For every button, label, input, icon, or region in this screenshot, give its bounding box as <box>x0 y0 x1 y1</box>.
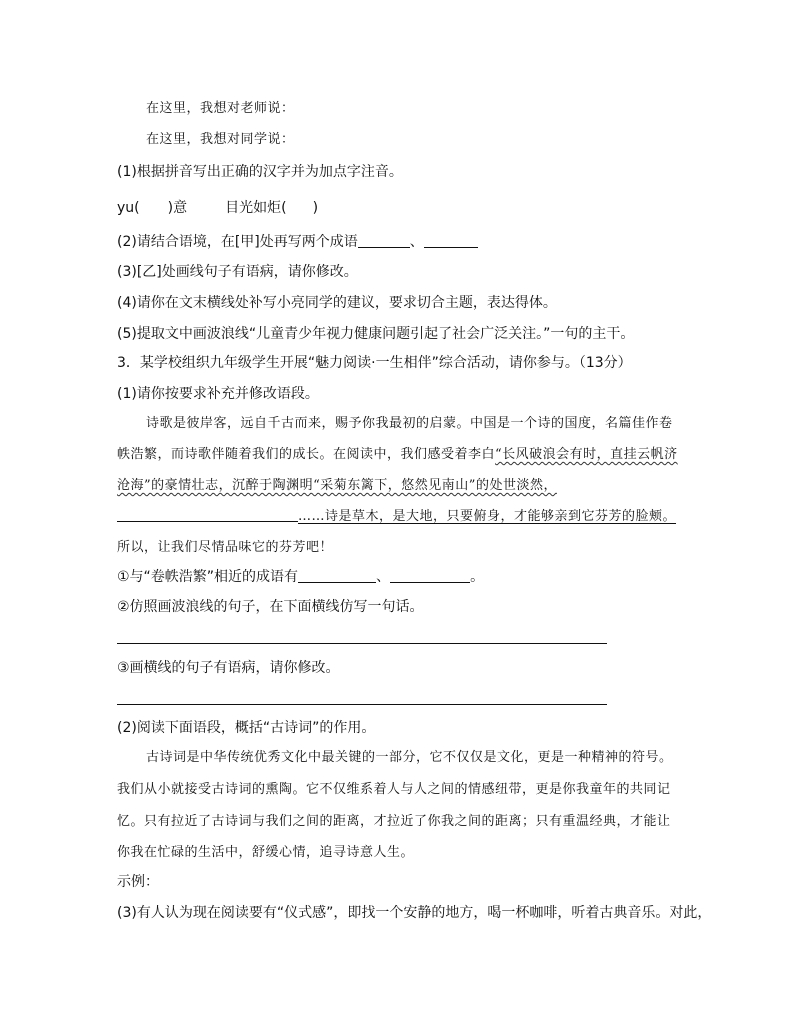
paren-close: ) <box>167 200 174 216</box>
q3-sub3: (3)有人认为现在阅读要有“仪式感”，即找一个安静的地方，喝一杯咖啡，听着古典音乐。对此， <box>117 905 712 921</box>
passage-line-3 <box>117 476 557 496</box>
synonym-blank-2[interactable] <box>390 568 470 583</box>
passage-line-4 <box>117 507 676 527</box>
period: 。 <box>470 569 485 585</box>
q2-part1: (1)根据拼音写出正确的汉字并为加点字注音。 <box>117 164 403 180</box>
idiom-blank-2[interactable] <box>424 233 478 248</box>
char-yi: 意 <box>173 200 188 216</box>
pinyin-yu: yu( <box>117 200 140 216</box>
underlined-sentence: ……诗是草木，是大地，只要俯身，才能够亲到它芬芳的脸颊。 <box>298 509 677 524</box>
item-1 <box>117 567 484 587</box>
passage-line-1: 诗歌是彼岸客，远自千古而来，赐予你我最初的启蒙。中国是一个诗的国度，名篇佳作卷 <box>146 416 673 431</box>
passage2-line-1: 古诗词是中华传统优秀文化中最关键的一部分，它不仅仅是文化，更是一种精神的符号。 <box>146 750 673 765</box>
teacher-line: 在这里，我想对老师说： <box>146 101 295 116</box>
muguang-ruju: 目光如炬( <box>225 200 287 216</box>
answer-line-2[interactable] <box>117 704 607 705</box>
wavy-quote-start: “长风破浪会有时，直挂云帆济 <box>495 447 678 462</box>
paren-close-2: ) <box>312 200 319 216</box>
passage-line-5: 所以，让我们尽情品味它的芬芳吧！ <box>117 540 334 555</box>
q2-part2-text: (2)请结合语境，在[甲]处再写两个成语 <box>117 234 358 250</box>
synonym-blank-1[interactable] <box>298 568 376 583</box>
answer-line-1[interactable] <box>117 643 607 644</box>
q3-sub2: (2)阅读下面语段，概括“古诗词”的作用。 <box>117 720 376 736</box>
item-3: ③画横线的句子有语病，请你修改。 <box>117 660 340 676</box>
idiom-blank-1[interactable] <box>358 233 410 248</box>
passage-line-2-text: 帙浩繁，而诗歌伴随着我们的成长。在阅读中，我们感受着李白 <box>117 447 496 462</box>
q3-heading: 3．某学校组织九年级学生开展“魅力阅读·一生相伴”综合活动，请你参与。（13分） <box>117 355 632 371</box>
q2-part5: (5)提取文中画波浪线“儿童青少年视力健康问题引起了社会广泛关注。”一句的主干。 <box>117 326 635 342</box>
item-2: ②仿照画波浪线的句子，在下面横线仿写一句话。 <box>117 599 424 615</box>
q2-part4: (4)请你在文末横线处补写小亮同学的建议，要求切合主题，表达得体。 <box>117 295 557 311</box>
item-1-text: ①与“卷帙浩繁”相近的成语有 <box>117 569 299 585</box>
imitation-blank[interactable] <box>117 507 298 522</box>
separator: 、 <box>376 569 391 585</box>
q3-sub1: (1)请你按要求补充并修改语段。 <box>117 386 319 402</box>
passage2-line-3: 忆。只有拉近了古诗词与我们之间的距离，才拉近了你我之间的距离；只有重温经典，才能让 <box>117 814 671 829</box>
classmate-line: 在这里，我想对同学说： <box>146 132 295 147</box>
passage-line-2 <box>117 445 678 465</box>
q2-part2 <box>117 232 478 252</box>
pinyin-row <box>117 198 318 218</box>
passage2-line-4: 你我在忙碌的生活中，舒缓心情，追寻诗意人生。 <box>117 845 415 860</box>
wavy-quote-rest: 沧海”的豪情壮志，沉醉于陶渊明“采菊东篱下，悠然见南山”的处世淡然， <box>117 478 557 493</box>
example-label: 示例： <box>117 874 159 890</box>
passage2-line-2: 我们从小就接受古诗词的熏陶。它不仅维系着人与人之间的情感纽带，更是你我童年的共同记 <box>117 782 671 797</box>
separator: 、 <box>409 234 424 250</box>
q2-part3: (3)[乙]处画线句子有语病，请你修改。 <box>117 264 358 280</box>
